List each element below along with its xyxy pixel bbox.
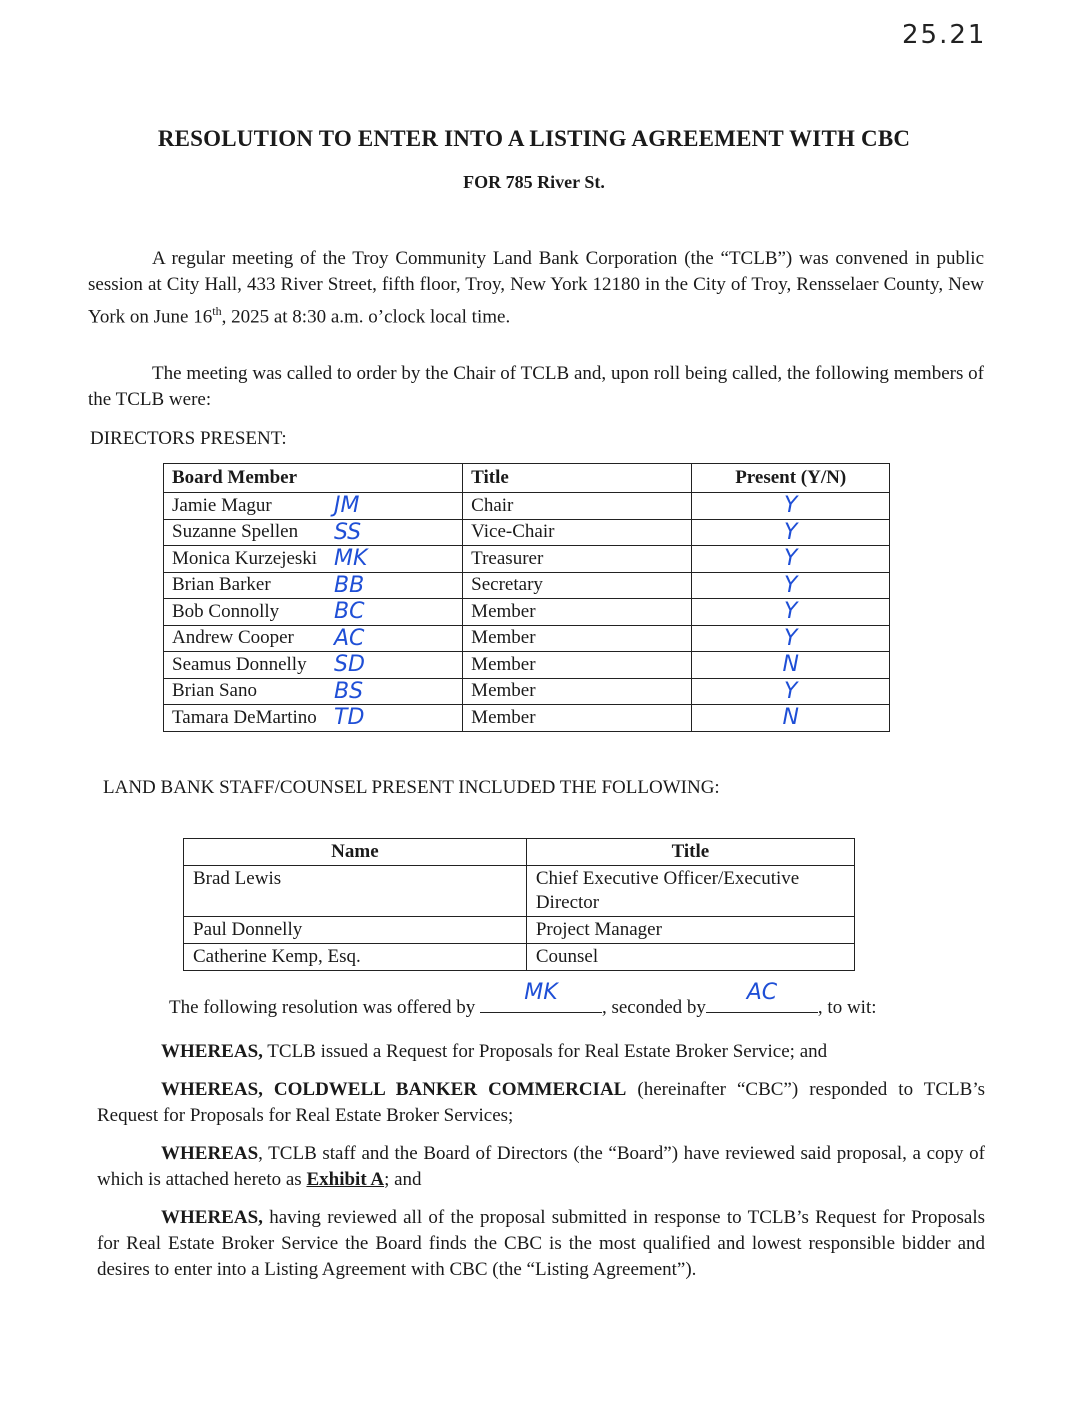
board-member-row xyxy=(164,678,890,705)
board-member-present-cell xyxy=(692,625,890,652)
board-member-row xyxy=(164,705,890,732)
seconded-by-blank xyxy=(706,980,818,1013)
document-title: RESOLUTION TO ENTER INTO A LISTING AGREEMENT WITH CBC xyxy=(157,126,911,151)
header-name: Name xyxy=(184,839,527,866)
whereas-keyword: WHEREAS, xyxy=(161,1041,263,1062)
board-table-header-row xyxy=(164,464,890,493)
staff-row xyxy=(184,917,855,944)
board-member-row xyxy=(164,493,890,520)
header-present: Present (Y/N) xyxy=(692,464,890,493)
board-member-name-cell xyxy=(164,572,463,599)
whereas-keyword: WHEREAS, xyxy=(161,1207,263,1228)
board-member-present-cell xyxy=(692,493,890,520)
staff-table-body xyxy=(184,866,855,971)
board-member-name: Brian Sano xyxy=(172,680,257,702)
date-ordinal: th xyxy=(212,304,222,318)
handwritten-present-mark: Y xyxy=(783,678,798,704)
board-member-row xyxy=(164,625,890,652)
board-member-name-cell xyxy=(164,652,463,679)
board-member-name-cell xyxy=(164,546,463,573)
board-member-title: Secretary xyxy=(463,572,692,599)
handwritten-resolution-number: 25.21 xyxy=(902,20,987,50)
handwritten-initials: BS xyxy=(334,678,364,704)
board-member-row xyxy=(164,599,890,626)
header-title: Title xyxy=(463,464,692,493)
handwritten-initials: SD xyxy=(334,652,365,677)
whereas-clause-1 xyxy=(97,1039,985,1065)
board-member-present-cell xyxy=(692,519,890,546)
board-member-present-cell xyxy=(692,652,890,679)
board-member-present-cell xyxy=(692,678,890,705)
board-member-name: Andrew Cooper xyxy=(172,627,294,649)
meeting-time-text: , 2025 at 8:30 a.m. o’clock local time. xyxy=(221,306,511,328)
board-member-present-cell xyxy=(692,705,890,732)
board-member-present-cell xyxy=(692,599,890,626)
board-member-name: Tamara DeMartino xyxy=(172,706,317,728)
handwritten-present-mark: N xyxy=(782,652,799,678)
motion-line xyxy=(169,980,877,1019)
board-member-row xyxy=(164,652,890,679)
board-member-title: Vice-Chair xyxy=(463,519,692,546)
motion-middle: , seconded by xyxy=(601,997,706,1018)
board-member-name-cell xyxy=(164,678,463,705)
motion-prefix: The following resolution was offered by xyxy=(169,997,476,1018)
board-member-name: Seamus Donnelly xyxy=(172,653,307,675)
board-member-name-cell xyxy=(164,493,463,520)
document-subtitle: FOR 785 River St. xyxy=(463,172,605,192)
handwritten-initials: MK xyxy=(334,546,368,571)
handwritten-present-mark: Y xyxy=(783,519,798,545)
staff-row xyxy=(184,944,855,971)
whereas-clause-4 xyxy=(97,1205,985,1283)
board-member-name: Monica Kurzejeski xyxy=(172,547,318,569)
board-member-row xyxy=(164,572,890,599)
board-member-title: Treasurer xyxy=(463,546,692,573)
meeting-text: A regular meeting of the Troy Community Land Bank Corporation (the “TCLB”) was convened in public session at City Hall, 433 River Street, fifth floor, Troy, New York 12180 in the City of Troy, Rensselaer County, New York on June 16 xyxy=(88,248,984,328)
staff-title: Project Manager xyxy=(526,917,854,944)
handwritten-present-mark: Y xyxy=(783,599,798,625)
board-member-present-cell xyxy=(692,546,890,573)
staff-title: Chief Executive Officer/Executive Director xyxy=(526,866,854,917)
board-member-title: Member xyxy=(463,705,692,732)
whereas-text: , TCLB staff and the Board of Directors (the “Board”) have reviewed said proposal, a copy of which is attached hereto as xyxy=(97,1143,985,1190)
board-member-present-cell xyxy=(692,572,890,599)
board-member-title: Member xyxy=(463,678,692,705)
board-table-body xyxy=(164,493,890,732)
handwritten-present-mark: Y xyxy=(783,546,798,572)
staff-table xyxy=(183,838,855,971)
board-member-title: Member xyxy=(463,652,692,679)
order-paragraph: The meeting was called to order by the Chair of TCLB and, upon roll being called, the following members of the TCLB were: xyxy=(88,363,984,410)
board-member-name-cell xyxy=(164,705,463,732)
handwritten-present-mark: Y xyxy=(783,625,798,651)
header-staff-title: Title xyxy=(526,839,854,866)
handwritten-initials: BB xyxy=(334,572,365,598)
staff-table-header-row xyxy=(184,839,855,866)
board-member-row xyxy=(164,546,890,573)
offered-by-initials: MK xyxy=(524,980,558,1005)
board-member-name: Jamie Magur xyxy=(172,494,272,516)
staff-name: Paul Donnelly xyxy=(184,917,527,944)
handwritten-initials: TD xyxy=(334,705,365,730)
handwritten-initials: JM xyxy=(334,493,360,518)
handwritten-initials: BC xyxy=(334,599,365,624)
staff-row xyxy=(184,866,855,917)
board-member-name-cell xyxy=(164,519,463,546)
handwritten-initials: AC xyxy=(334,625,365,651)
offered-by-blank xyxy=(480,980,602,1013)
board-member-name-cell xyxy=(164,625,463,652)
seconded-by-initials: AC xyxy=(746,980,778,1005)
whereas-text: having reviewed all of the proposal submitted in response to TCLB’s Request for Proposals for Real Estate Broker Service the Board finds the CBC is the most qualified and lowest responsible bidder and desires to enter into a Listing Agreement with CBC (the “Listing Agreement”). xyxy=(97,1207,985,1280)
board-member-name-cell xyxy=(164,599,463,626)
staff-heading: LAND BANK STAFF/COUNSEL PRESENT INCLUDED THE FOLLOWING: xyxy=(103,777,720,798)
exhibit-reference: Exhibit A xyxy=(306,1169,385,1190)
motion-suffix: , to wit: xyxy=(817,997,877,1018)
board-member-name: Brian Barker xyxy=(172,574,271,596)
whereas-clause-2 xyxy=(97,1077,985,1129)
staff-name: Catherine Kemp, Esq. xyxy=(184,944,527,971)
whereas-keyword: WHEREAS xyxy=(161,1143,259,1164)
board-members-table xyxy=(163,463,890,732)
board-member-name: Bob Connolly xyxy=(172,600,280,622)
handwritten-initials: SS xyxy=(334,519,362,545)
directors-heading: DIRECTORS PRESENT: xyxy=(90,428,287,449)
meeting-paragraph xyxy=(88,246,984,330)
board-member-row xyxy=(164,519,890,546)
board-member-name: Suzanne Spellen xyxy=(172,521,299,543)
whereas-text: (hereinafter “CBC”) responded to TCLB’s Request for Proposals for Real Estate Broker Services; xyxy=(97,1079,985,1126)
staff-title: Counsel xyxy=(526,944,854,971)
staff-name: Brad Lewis xyxy=(184,866,527,917)
board-member-title: Chair xyxy=(463,493,692,520)
board-member-title: Member xyxy=(463,599,692,626)
header-board-member: Board Member xyxy=(164,464,463,493)
handwritten-present-mark: Y xyxy=(783,493,798,519)
handwritten-present-mark: Y xyxy=(783,572,798,598)
whereas-clause-3 xyxy=(97,1141,985,1193)
whereas-text-end: ; and xyxy=(384,1169,422,1190)
handwritten-present-mark: N xyxy=(782,705,799,731)
whereas-text: TCLB issued a Request for Proposals for Real Estate Broker Service; and xyxy=(262,1041,828,1062)
whereas-keyword: WHEREAS, COLDWELL BANKER COMMERCIAL xyxy=(161,1079,627,1100)
board-member-title: Member xyxy=(463,625,692,652)
